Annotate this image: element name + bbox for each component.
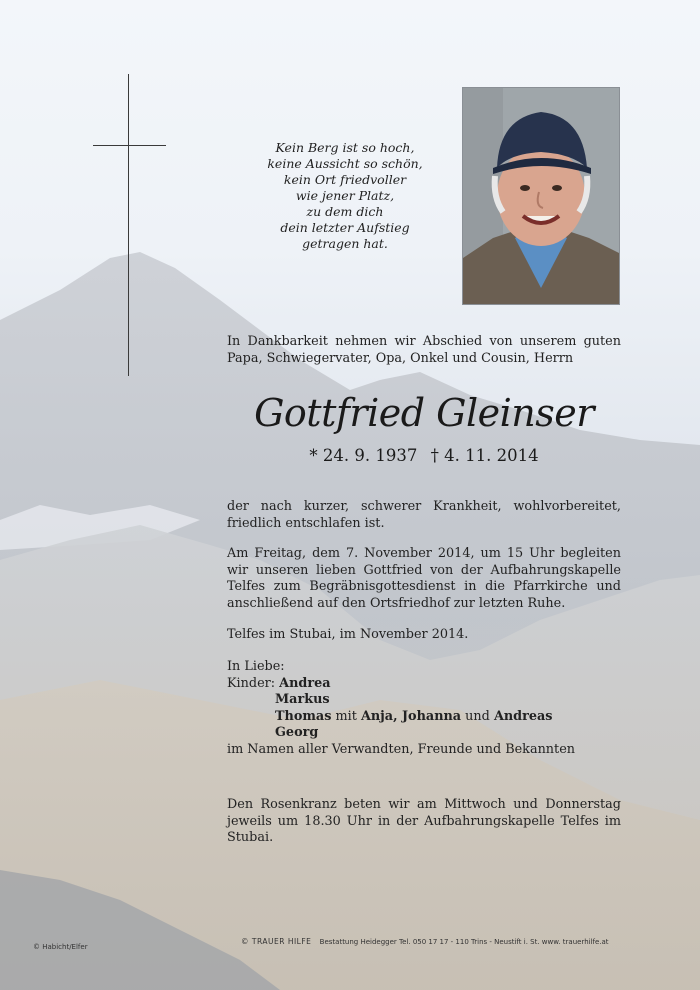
- photo-credit: © Habicht/Elfer: [33, 943, 88, 951]
- death-date: † 4. 11. 2014: [430, 446, 539, 465]
- cross-horizontal-bar: [93, 145, 166, 146]
- cross-vertical-bar: [128, 74, 129, 376]
- poem-line: zu dem dich: [306, 204, 384, 219]
- passing-text: [227, 499, 621, 532]
- poem-line: getragen hat.: [302, 236, 388, 251]
- place-date: Telfes im Stubai, im November 2014.: [227, 627, 469, 642]
- grandchild-name: Andreas: [493, 708, 553, 724]
- poem-line: keine Aussicht so schön,: [267, 156, 423, 171]
- poem-line: dein letzter Aufstieg: [280, 220, 410, 235]
- child-name: Markus: [275, 692, 330, 707]
- poem-line: kein Ort friedvoller: [283, 172, 407, 187]
- child-name: Georg: [275, 725, 319, 740]
- grandchildren-names: Anja, Johanna: [360, 708, 462, 724]
- poem-line: wie jener Platz,: [295, 188, 395, 203]
- rosary-notice: [227, 797, 621, 847]
- children-label: Kinder:: [227, 675, 276, 691]
- funeral-details: [227, 546, 621, 612]
- portrait-photo: [462, 87, 620, 305]
- memorial-poem: [240, 140, 450, 252]
- passing-paragraph: der nach kurzer, schwerer Krankheit, wohlvorbereitet, friedlich entschlafen ist.: [227, 499, 621, 531]
- relatives-line: im Namen aller Verwandten, Freunde und Bekannten: [227, 741, 576, 757]
- place-date-line: [227, 627, 621, 644]
- connector-mit: mit: [335, 708, 357, 724]
- life-dates: [227, 446, 621, 466]
- children-row-1: [227, 676, 621, 693]
- child-name: Andrea: [279, 675, 331, 691]
- rosary-paragraph: Den Rosenkranz beten wir am Mittwoch und Donnerstag jeweils um 18.30 Uhr in der Aufbahrungskapelle Telfes im Stubai.: [227, 797, 621, 845]
- children-row-3: [227, 709, 621, 726]
- intro-text: [227, 334, 621, 367]
- deceased-name: Gottfried Gleinser: [254, 391, 594, 435]
- children-row-2: [227, 692, 621, 709]
- footer-brand: © TRAUER HILFE: [241, 937, 312, 946]
- child-name: Thomas: [275, 708, 332, 724]
- children-row-4: [227, 725, 621, 742]
- footer-bar: [241, 937, 609, 946]
- funeral-paragraph: Am Freitag, dem 7. November 2014, um 15 Uhr begleiten wir unseren lieben Gottfried von der Aufbahrungskapelle Telfes zum Begräbnisgottesdienst in die Pfarrkirche und anschließend auf den Ortsfriedhof zur letzten Ruhe.: [227, 546, 621, 611]
- poem-line: Kein Berg ist so hoch,: [275, 140, 415, 155]
- family-list: [227, 659, 621, 758]
- footer-contact: Bestattung Heidegger Tel. 050 17 17 - 110 Trins - Neustift i. St. www. trauerhilfe.at: [319, 938, 609, 946]
- connector-und: und: [465, 708, 490, 724]
- in-love-label: In Liebe:: [227, 659, 285, 674]
- intro-paragraph: In Dankbarkeit nehmen wir Abschied von unserem guten Papa, Schwiegervater, Opa, Onkel und Cousin, Herrn: [227, 334, 621, 366]
- birth-date: * 24. 9. 1937: [309, 446, 418, 465]
